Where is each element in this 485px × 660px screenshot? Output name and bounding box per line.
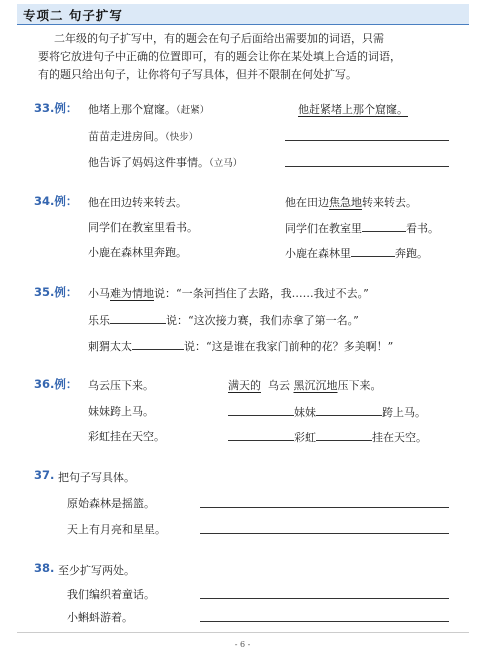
q36-row3-blank1[interactable] xyxy=(228,428,294,441)
q37-row1-answer-line[interactable] xyxy=(200,507,449,508)
intro-line-1: 二年级的句子扩写中，有的题会在句子后面给出需要加的词语，只需 xyxy=(54,32,384,45)
q34-row1-fill: 焦急地 xyxy=(329,196,362,209)
q34-row2-post: 看书。 xyxy=(406,222,439,235)
q36-row2-blank2[interactable] xyxy=(316,403,382,416)
q34-row2-blank[interactable] xyxy=(362,219,406,232)
q37-row2-answer-line[interactable] xyxy=(200,533,449,534)
q34-number xyxy=(34,193,77,209)
q36-number xyxy=(34,376,77,392)
q34-row1-pre: 他在田边 xyxy=(285,196,329,209)
q36-example-label: 例： xyxy=(54,377,78,391)
q33-row2-answer-line[interactable] xyxy=(285,140,449,141)
q36-row3-mid1: 彩虹 xyxy=(294,431,316,444)
q36-row2-mid2: 跨上马。 xyxy=(382,406,426,419)
q35-row1 xyxy=(88,285,369,301)
q36-row3-answer xyxy=(228,428,427,445)
q33-row2-text: 苗苗走进房间。 xyxy=(88,130,165,143)
q33-example-sentence xyxy=(88,101,209,117)
q36-row3-blank2[interactable] xyxy=(316,428,372,441)
q33-row3-hint: （立马） xyxy=(209,158,243,169)
q35-row1-post: 说：“一条河挡住了去路，我……我过不去。” xyxy=(154,287,369,300)
section-header xyxy=(17,4,469,25)
q34-row1-text: 他在田边转来转去。 xyxy=(88,196,187,209)
q34-row1-post: 转来转去。 xyxy=(362,196,417,209)
q34-example-label: 例： xyxy=(54,194,78,208)
q35-example-label: 例： xyxy=(54,285,78,299)
q36-row1-fill2: 黑沉沉地 xyxy=(293,379,338,392)
q36-row2-blank1[interactable] xyxy=(228,403,294,416)
q33-number xyxy=(34,100,77,116)
q35-row2-post: 说：“这次接力赛，我们赤拿了第一名。” xyxy=(166,314,359,327)
q33-example-answer: 他赶紧堵上那个窟窿。 xyxy=(298,103,408,116)
q38-row1-text: 我们编织着童话。 xyxy=(67,588,155,601)
q35-row1-fill: 难为情地 xyxy=(110,287,154,300)
q36-row2-mid1: 妹妹 xyxy=(294,406,316,419)
q37-row2-text: 天上有月亮和星星。 xyxy=(67,523,166,536)
q36-row2-answer xyxy=(228,403,426,420)
q36-row3-text: 彩虹挂在天空。 xyxy=(88,430,165,443)
q37-row1-text: 原始森林是摇篮。 xyxy=(67,497,155,510)
q36-row3-mid2: 挂在天空。 xyxy=(372,431,427,444)
q34-row3-text: 小鹿在森林里奔跑。 xyxy=(88,246,187,259)
q35-num: 35. xyxy=(34,285,55,299)
q38-row2-text: 小蝌蚪游着。 xyxy=(67,611,133,624)
q36-num: 36. xyxy=(34,377,55,391)
q34-row1-answer xyxy=(285,194,417,210)
q33-row1-text: 他堵上那个窟窿。 xyxy=(88,103,176,116)
q36-row1-fill1: 满天的 xyxy=(228,379,261,392)
q36-row1-mid1: 乌云 xyxy=(268,379,290,392)
q33-row2-hint: （快步） xyxy=(165,132,199,143)
q34-row2-pre: 同学们在教室里 xyxy=(285,222,362,235)
q36-row1-answer xyxy=(228,377,382,393)
q34-row2-text: 同学们在教室里看书。 xyxy=(88,221,198,234)
q36-row1-text: 乌云压下来。 xyxy=(88,379,154,392)
q38-instruction: 至少扩写两处。 xyxy=(58,564,135,577)
q33-example-label: 例： xyxy=(54,101,78,115)
q34-num: 34. xyxy=(34,194,55,208)
q33-row3-text: 他告诉了妈妈这件事情。 xyxy=(88,156,209,169)
q37-instruction: 把句子写具体。 xyxy=(58,471,135,484)
q38-row2-answer-line[interactable] xyxy=(200,621,449,622)
q33-row2 xyxy=(88,128,198,144)
section-title: 专项二 句子扩写 xyxy=(23,8,123,23)
q33-num: 33. xyxy=(34,101,55,115)
footer-divider xyxy=(17,632,469,633)
page-number: - 6 - xyxy=(234,640,251,649)
q38-row1-answer-line[interactable] xyxy=(200,598,449,599)
q36-row1-mid2: 压下来。 xyxy=(337,379,382,392)
q34-row3-pre: 小鹿在森林里 xyxy=(285,247,351,260)
q35-row2-blank[interactable] xyxy=(110,311,166,324)
q35-number xyxy=(34,284,77,300)
q38-number: 38. xyxy=(34,561,55,575)
q35-row3-pre: 刺猬太太 xyxy=(88,340,132,353)
q35-row1-pre: 小马 xyxy=(88,287,110,300)
intro-line-3: 有的题只给出句子，让你将句子写具体，但并不限制在何处扩写。 xyxy=(38,68,357,81)
q35-row2 xyxy=(88,311,359,328)
q33-row1-hint: （赶紧） xyxy=(176,105,210,116)
q33-row3 xyxy=(88,154,242,170)
q35-row3-blank[interactable] xyxy=(132,337,184,350)
q34-row2-answer xyxy=(285,219,439,236)
q34-row3-answer xyxy=(285,244,428,261)
q36-row2-text: 妹妹跨上马。 xyxy=(88,405,154,418)
q34-row3-post: 奔跑。 xyxy=(395,247,428,260)
q35-row2-pre: 乐乐 xyxy=(88,314,110,327)
intro-line-2: 要将它放进句子中正确的位置即可，有的题会让你在某处填上合适的词语， xyxy=(38,50,401,63)
q37-number: 37. xyxy=(34,468,55,482)
q34-row3-blank[interactable] xyxy=(351,244,395,257)
q35-row3 xyxy=(88,337,393,354)
q35-row3-post: 说：“这是谁在我家门前种的花？多美啊！” xyxy=(184,340,394,353)
q33-row3-answer-line[interactable] xyxy=(285,166,449,167)
